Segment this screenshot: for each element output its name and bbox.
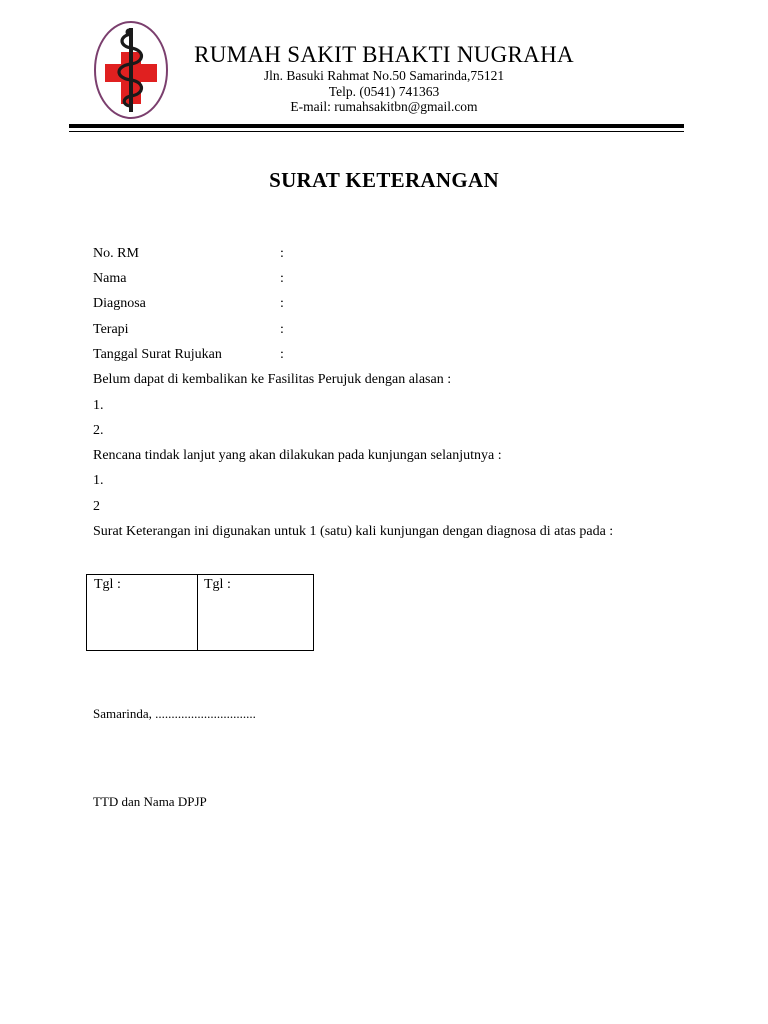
- reason-item-2: 2.: [93, 423, 104, 438]
- hospital-address: Jln. Basuki Rahmat No.50 Samarinda,75121: [263, 68, 505, 83]
- field-colon: :: [280, 322, 284, 337]
- table-divider: [197, 575, 198, 650]
- reason-item-1: 1.: [93, 398, 104, 413]
- plan-item-1: 1.: [93, 473, 104, 488]
- field-label-tanggal-surat-rujukan: Tanggal Surat Rujukan: [93, 347, 222, 362]
- reason-intro: Belum dapat di kembalikan ke Fasilitas Perujuk dengan alasan :: [93, 372, 452, 387]
- field-colon: :: [280, 347, 284, 362]
- header-rule-thin: [69, 131, 684, 132]
- visit-date-cell-1: Tgl :: [94, 577, 121, 592]
- hospital-email: E-mail: rumahsakitbn@gmail.com: [290, 99, 478, 114]
- signature-label: TTD dan Nama DPJP: [93, 794, 207, 809]
- hospital-phone: Telp. (0541) 741363: [328, 83, 440, 99]
- visit-date-cell-2: Tgl :: [204, 577, 231, 592]
- hospital-logo: [93, 20, 169, 120]
- field-label-diagnosa: Diagnosa: [93, 296, 146, 311]
- field-colon: :: [280, 296, 284, 311]
- hospital-contact: [170, 68, 598, 115]
- field-label-no-rm: No. RM: [93, 246, 139, 261]
- place-date: Samarinda, ...............................: [93, 706, 256, 721]
- field-colon: :: [280, 271, 284, 286]
- plan-item-2: 2: [93, 499, 100, 514]
- plan-intro: Rencana tindak lanjut yang akan dilakukan pada kunjungan selanjutnya :: [93, 448, 502, 463]
- field-label-nama: Nama: [93, 271, 127, 286]
- field-colon: :: [280, 246, 284, 261]
- hospital-name: RUMAH SAKIT BHAKTI NUGRAHA: [194, 42, 574, 67]
- field-label-terapi: Terapi: [93, 322, 129, 337]
- usage-note: Surat Keterangan ini digunakan untuk 1 (satu) kali kunjungan dengan diagnosa di atas pada :: [93, 524, 614, 539]
- header-rule-thick: [69, 124, 684, 128]
- visit-date-table: [86, 574, 314, 651]
- document-title: SURAT KETERANGAN: [269, 168, 499, 192]
